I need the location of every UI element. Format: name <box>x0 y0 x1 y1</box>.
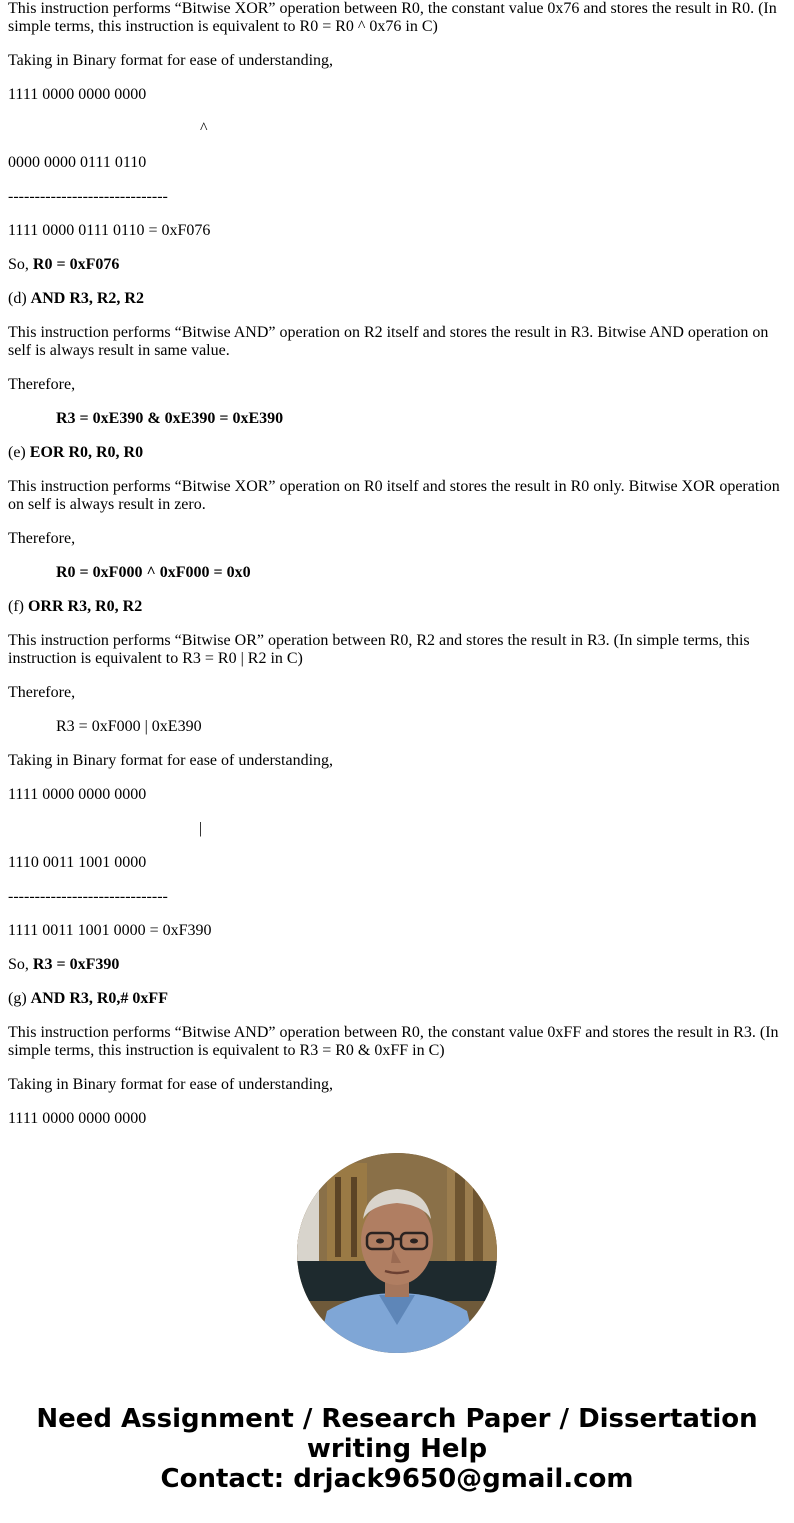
instruction: AND R3, R2, R2 <box>30 290 144 307</box>
document-body <box>8 0 786 1144</box>
operator-symbol: ^ <box>200 120 208 137</box>
section-heading-e <box>8 444 786 462</box>
conclusion-value: R3 = 0xF390 <box>32 956 120 973</box>
conclusion <box>8 256 786 274</box>
paragraph: Therefore, <box>8 376 76 393</box>
expression-line: R3 = 0xF000 | 0xE390 <box>56 718 202 735</box>
paragraph: This instruction performs “Bitwise OR” operation between R0, R2 and stores the result in R3. (In simple terms, this instruction is equivalent to R3 = R0 | R2 in C) <box>8 632 750 667</box>
paragraph: Taking in Binary format for ease of understanding, <box>8 752 334 769</box>
binary-line: 1111 0000 0000 0000 <box>8 86 147 103</box>
paragraph: This instruction performs “Bitwise XOR” operation on R0 itself and stores the result in R0 only. Bitwise XOR operation on self is always result in zero. <box>8 478 780 513</box>
binary-line: 1111 0000 0000 0000 <box>8 786 147 803</box>
binary-line: 1111 0000 0000 0000 <box>8 1110 147 1127</box>
paragraph: Taking in Binary format for ease of understanding, <box>8 1076 334 1093</box>
instruction: EOR R0, R0, R0 <box>29 444 144 461</box>
instruction: ORR R3, R0, R2 <box>27 598 143 615</box>
conclusion <box>8 956 786 974</box>
result-line <box>8 410 786 428</box>
footer-contact <box>0 1404 794 1494</box>
operator-symbol: | <box>199 820 203 837</box>
instruction: AND R3, R0,# 0xFF <box>30 990 168 1007</box>
paragraph: Taking in Binary format for ease of understanding, <box>8 52 334 69</box>
footer-contact-email: Contact: drjack9650@gmail.com <box>160 1464 634 1494</box>
conclusion-value: R0 = 0xF076 <box>32 256 120 273</box>
section-heading-g <box>8 990 786 1008</box>
section-heading-f <box>8 598 786 616</box>
result-value: R0 = 0xF000 ^ 0xF000 = 0x0 <box>56 564 251 581</box>
section-label: (g) <box>8 990 31 1007</box>
paragraph: This instruction performs “Bitwise XOR” operation between R0, the constant value 0x76 and stores the result in R0. (In simple terms, this instruction is equivalent to R0 = R0 ^ 0x76 in C) <box>8 0 777 35</box>
section-heading-d <box>8 290 786 308</box>
conclusion-prefix: So, <box>8 256 33 273</box>
avatar <box>297 1153 497 1353</box>
footer-line: Need Assignment / Research Paper / Dissertation <box>36 1404 758 1434</box>
result-line <box>8 564 786 582</box>
separator-line: ------------------------------ <box>8 188 168 205</box>
paragraph: This instruction performs “Bitwise AND” operation on R2 itself and stores the result in R3. Bitwise AND operation on self is always result in same value. <box>8 324 769 359</box>
footer-line: writing Help <box>306 1434 488 1464</box>
paragraph: Therefore, <box>8 530 76 547</box>
section-label: (d) <box>8 290 31 307</box>
section-label: (f) <box>8 598 28 615</box>
paragraph: This instruction performs “Bitwise AND” operation between R0, the constant value 0xFF and stores the result in R3. (In simple terms, this instruction is equivalent to R3 = R0 & 0xFF in C) <box>8 1024 779 1059</box>
conclusion-prefix: So, <box>8 956 33 973</box>
binary-line: 1110 0011 1001 0000 <box>8 854 147 871</box>
result-value: R3 = 0xE390 & 0xE390 = 0xE390 <box>56 410 284 427</box>
binary-result: 1111 0011 1001 0000 = 0xF390 <box>8 922 212 939</box>
binary-line: 0000 0000 0111 0110 <box>8 154 147 171</box>
avatar-portrait <box>297 1153 497 1353</box>
paragraph: Therefore, <box>8 684 76 701</box>
binary-result: 1111 0000 0111 0110 = 0xF076 <box>8 222 211 239</box>
section-label: (e) <box>8 444 30 461</box>
separator-line: ------------------------------ <box>8 888 168 905</box>
